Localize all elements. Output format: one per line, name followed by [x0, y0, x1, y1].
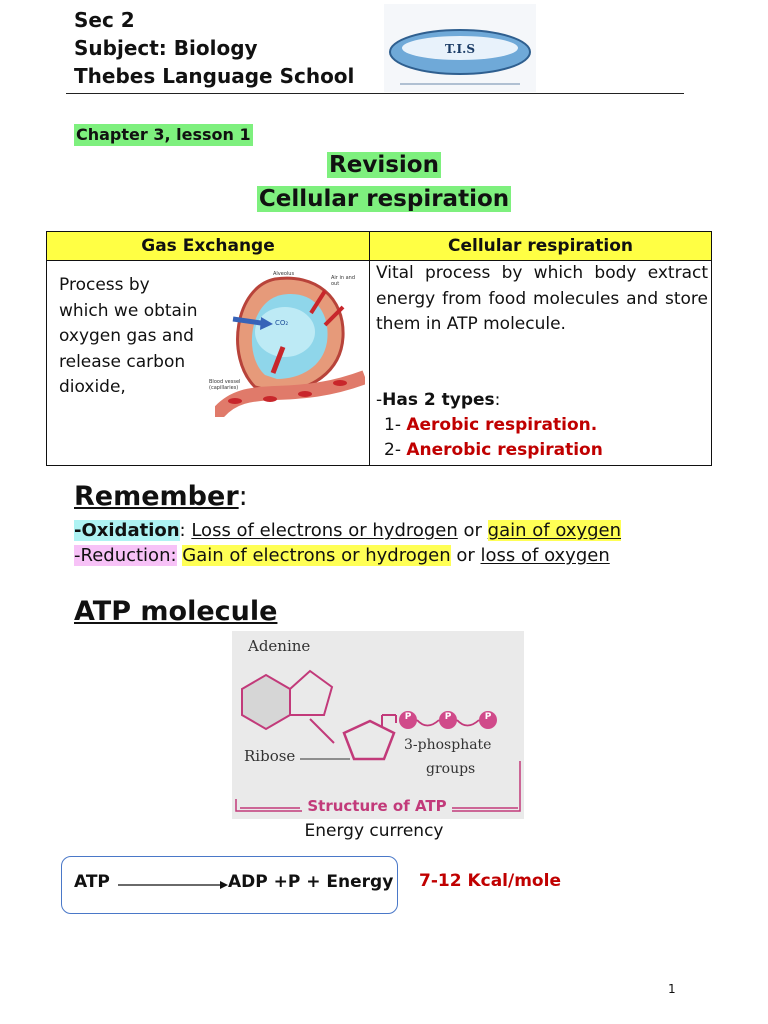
diagram-label-air: Air in and out [331, 275, 356, 287]
types-line [376, 388, 500, 413]
title-wrapper-1 [0, 150, 768, 180]
reduction-label: -Reduction: [74, 545, 177, 566]
fig-ribose-label: Ribose [244, 747, 296, 765]
page-number: 1 [668, 982, 676, 996]
comparison-table [46, 231, 712, 466]
type-2-anerobic: Anerobic respiration [406, 440, 603, 460]
header-school: Thebes Language School [74, 64, 355, 88]
gas-exchange-cell [47, 261, 370, 466]
fig-p-1: P [404, 712, 412, 722]
title-cellular-respiration: Cellular respiration [258, 186, 510, 212]
oxidation-colon: : [179, 520, 192, 541]
header-gas-exchange: Gas Exchange [47, 232, 370, 261]
types-label: Has 2 types [382, 390, 495, 410]
fig-p-2: P [444, 712, 452, 722]
fig-title: Structure of ATP [302, 797, 452, 815]
alveolus-diagram [209, 267, 365, 417]
chapter-label: Chapter 3, lesson 1 [76, 125, 251, 144]
fig-p-3: P [484, 712, 492, 722]
remember-heading [74, 480, 248, 514]
oxidation-or: or [457, 520, 488, 541]
header-subject: Subject: Biology [74, 36, 258, 60]
types-colon: : [494, 390, 501, 410]
title-wrapper-2 [0, 184, 768, 214]
equation-products: ADP +P + Energy [228, 872, 394, 892]
type-2-line [384, 438, 603, 463]
logo-text: T.I.S [444, 42, 476, 56]
fig-phosphate-label-2: groups [426, 761, 476, 777]
type-1-line [384, 413, 597, 438]
atp-heading [74, 595, 277, 629]
type-1-num: 1- [384, 415, 407, 435]
atp-caption: Energy currency [304, 821, 444, 841]
header-cellular-respiration: Cellular respiration [370, 232, 712, 261]
remember-text: Remember [74, 481, 239, 512]
fig-adenine-label: Adenine [248, 637, 311, 655]
oxidation-label: -Oxidation [74, 520, 180, 541]
diagram-label-vessel: Blood vessel (capillaries) [209, 379, 241, 391]
cellular-respiration-text: Vital process by which body extract energy from food molecules and store them in ATP molecule. [376, 263, 708, 334]
remember-colon: : [238, 481, 248, 512]
type-1-aerobic: Aerobic respiration. [406, 415, 598, 435]
reduction-part1: Gain of electrons or hydrogen [182, 545, 451, 566]
title-revision: Revision [329, 152, 439, 178]
atp-structure-figure [232, 631, 524, 819]
diagram-label-co2: CO₂ [275, 319, 289, 327]
oxidation-part2: gain of oxygen [487, 520, 621, 541]
atp-equation-box [61, 856, 398, 914]
oxidation-part1: Loss of electrons or hydrogen [191, 520, 458, 541]
reduction-part2: loss of oxygen [480, 545, 610, 566]
energy-value: 7-12 Kcal/mole [419, 871, 561, 891]
oxidation-line [74, 518, 621, 543]
type-2-num: 2- [384, 440, 407, 460]
reduction-line [74, 543, 610, 568]
cellular-respiration-cell [370, 261, 712, 466]
equation-atp: ATP [74, 872, 110, 892]
equation-arrow-icon [118, 879, 228, 891]
gas-exchange-text: Process by which we obtain oxygen gas and release carbon dioxide, [59, 275, 198, 397]
atp-heading-text: ATP molecule [74, 596, 278, 627]
types-prefix: - [376, 390, 383, 410]
header-sec: Sec 2 [74, 8, 135, 32]
reduction-or: or [450, 545, 481, 566]
diagram-label-alveolus: Alveolus [273, 271, 295, 277]
header-divider [66, 93, 684, 94]
fig-phosphate-label-1: 3-phosphate [404, 737, 492, 753]
school-logo [384, 4, 536, 92]
